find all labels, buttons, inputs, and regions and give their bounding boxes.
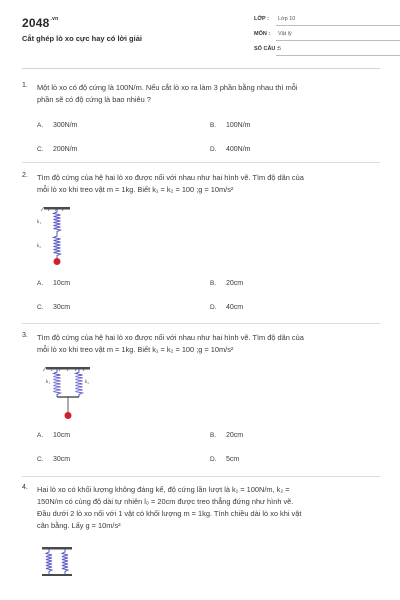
question-text: Hai lò xo có khối lượng không đáng kể, độ cứng lần lượt là k₁ = 100N/m, k₂ = 150N/m có cùng độ dài tự nhiên l₀ = 20cm được treo thẳng đứng như hình vẽ. Đầu dưới 2 lò xo nối với 1 vật có khối lượng m = 1kg. Tính chiều dài lò xo khi vật cân bằng. Lấy g = 10m/s²	[37, 485, 302, 530]
spring-label-k2: k₂	[37, 244, 41, 249]
header-divider	[22, 68, 380, 69]
question-number: 1.	[22, 82, 28, 89]
question-divider	[22, 162, 380, 163]
question-divider	[22, 476, 380, 477]
question-text: Một lò xo có độ cứng là 100N/m. Nếu cắt lò xo ra làm 3 phần bằng nhau thì mỗi phần sẽ có độ cứng là bao nhiêu ?	[37, 83, 298, 104]
meta-info	[254, 12, 400, 57]
option-a[interactable]: A. 10cm	[37, 280, 71, 287]
page-header	[22, 12, 382, 68]
two-springs-figure	[38, 546, 78, 586]
document-title: Cắt ghép lò xo cực hay có lời giải	[22, 34, 142, 43]
meta-question-count: SỐ CÂU : 5	[254, 42, 400, 57]
question-number: 2.	[22, 172, 28, 179]
question-text: Tìm độ cứng của hệ hai lò xo được nối với nhau như hai hình vẽ. Tìm độ dãn của mỗi lò xo khi treo vật m = 1kg. Biết k₁ = k₂ = 100 ;g = 10m/s²	[37, 173, 304, 194]
option-d[interactable]: D. 40cm	[210, 304, 244, 311]
question-text: Tìm độ cứng của hệ hai lò xo được nối với nhau như hai hình vẽ. Tìm độ dãn của mỗi lò xo khi treo vật m = 1kg. Biết k₁ = k₂ = 100 ;g = 10m/s²	[37, 333, 304, 354]
spring-label-k1: k₁	[46, 380, 50, 385]
option-c[interactable]: C. 30cm	[37, 304, 71, 311]
question-divider	[22, 323, 380, 324]
option-b[interactable]: B. 100N/m	[210, 122, 251, 129]
question-4	[22, 484, 380, 600]
option-a[interactable]: A. 10cm	[37, 432, 71, 439]
question-number: 4.	[22, 484, 28, 491]
parallel-springs-figure	[36, 366, 98, 424]
question-1	[22, 82, 380, 162]
option-d[interactable]: D. 5cm	[210, 456, 240, 463]
option-c[interactable]: C. 200N/m	[37, 146, 78, 153]
option-d[interactable]: D. 400N/m	[210, 146, 251, 153]
meta-subject: MÔN : Vật lý	[254, 27, 400, 42]
option-b[interactable]: B. 20cm	[210, 432, 244, 439]
question-number: 3.	[22, 332, 28, 339]
spring-label-k2: k₂	[85, 380, 89, 385]
spring-label-k1: k₁	[37, 220, 41, 225]
series-springs-figure	[36, 206, 76, 268]
meta-class: LỚP : Lớp 10	[254, 12, 400, 27]
option-b[interactable]: B. 20cm	[210, 280, 244, 287]
option-a[interactable]: A. 300N/m	[37, 122, 78, 129]
option-c[interactable]: C. 30cm	[37, 456, 71, 463]
question-2	[22, 172, 380, 322]
site-logo[interactable]: $2048^{.vn}$	[22, 16, 59, 30]
question-3	[22, 332, 380, 474]
